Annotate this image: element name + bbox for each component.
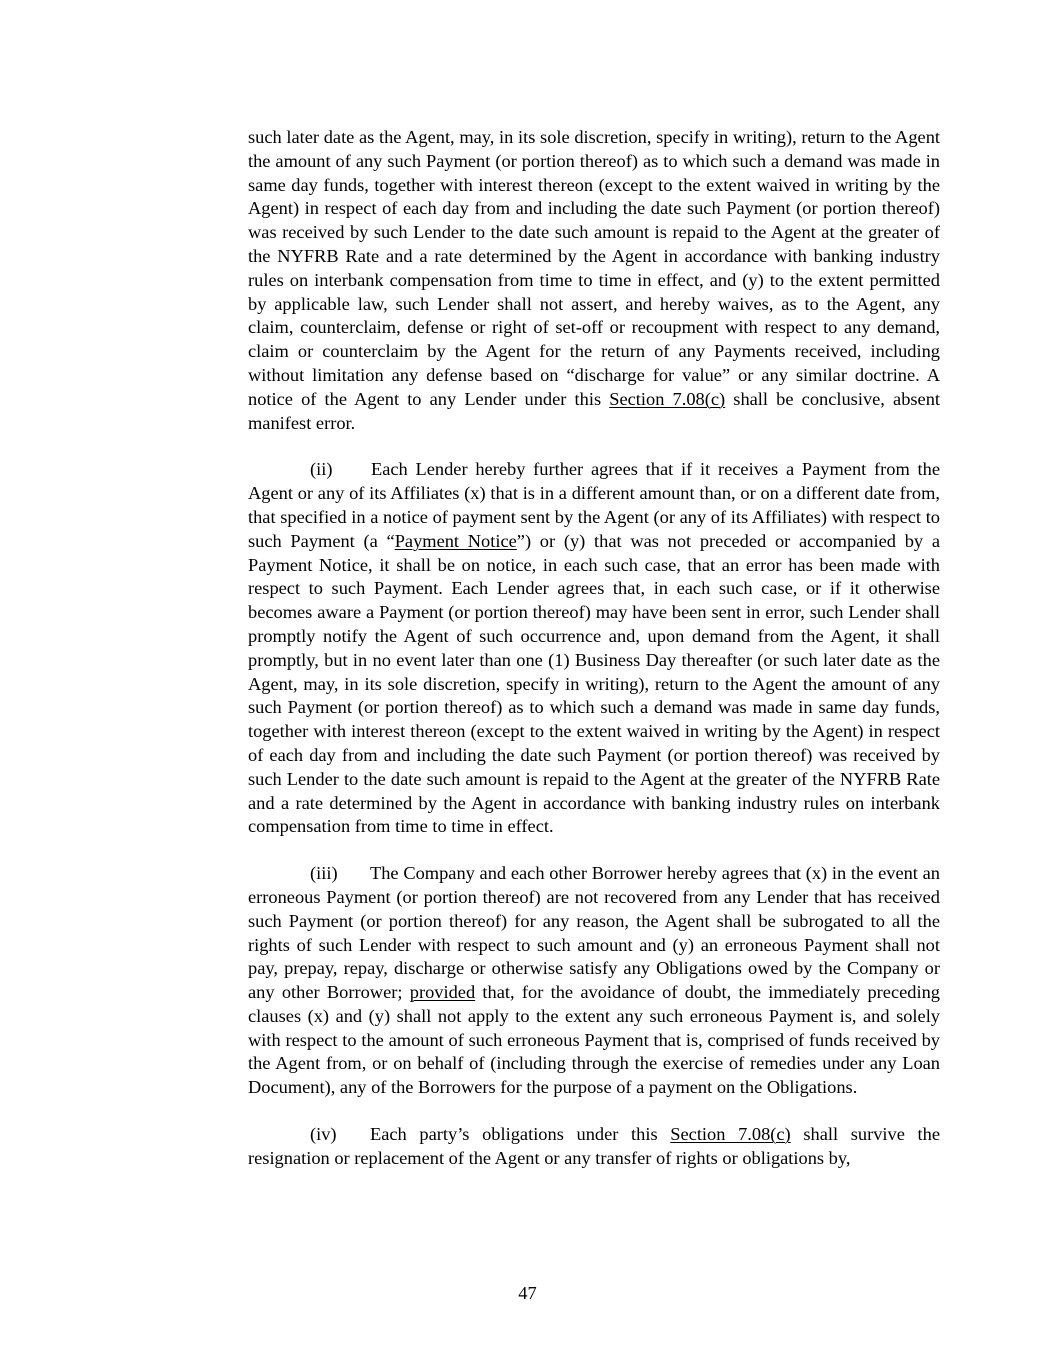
- paragraph-text: The Company and each other Borrower hereby agrees that (x) in the event an erroneous Payment (or portion thereof) are not recovered from any Lender that has received such Payment (or portion thereof) for any reason, the Agent shall be subrogated to all the rights of such Lender with respect to such amount and (y) an erroneous Payment shall not pay, prepay, repay, discharge or otherwise satisfy any Obligations owed by the Company or any other Borrower;: [248, 863, 940, 1003]
- defined-term: provided: [409, 982, 476, 1003]
- page-number: 47: [518, 1283, 537, 1303]
- paragraph-text: that, for the avoidance of doubt, the immediately preceding clauses (x) and (y) shall not apply to the extent any such erroneous Payment is, and solely with respect to the amount of such erroneous Payment that is, comprised of funds received by the Agent from, or on behalf of (including through the exercise of remedies under any Loan Document), any of the Borrowers for the purpose of a payment on the Obligations.: [248, 982, 940, 1098]
- paragraph-text: shall be conclusive, absent manifest error.: [248, 388, 941, 433]
- section-reference: Section 7.08(c): [670, 1124, 791, 1145]
- paragraph-text: shall survive the resignation or replacement of the Agent or any transfer of rights or obligations by,: [248, 1124, 940, 1168]
- defined-term: Payment Notice: [394, 530, 517, 551]
- paragraph-text: such later date as the Agent, may, in its sole discretion, specify in writing), return to the Agent the amount of any such Payment (or portion thereof) as to which such a demand was made in same day funds, together with interest thereon (except to the extent waived in writing by the Agent) in respect of each day from and including the date such Payment (or portion thereof) was received by such Lender to the date such amount is repaid to the Agent at the greater of the NYFRB Rate and a rate determined by the Agent in accordance with banking industry rules on interbank compensation from time to time in effect, and (y) to the extent permitted by applicable law, such Lender shall not assert, and hereby waives, as to the Agent, any claim, counterclaim, defense or right of set-off or recoupment with respect to any demand, claim or counterclaim by the Agent for the return of any Payments received, including without limitation any defense based on “discharge for value” or any similar doctrine. A notice of the Agent to any Lender under this: [248, 127, 940, 409]
- paragraph-iv: [248, 1123, 940, 1171]
- paragraph-text: Each party’s obligations under this: [370, 1124, 671, 1145]
- paragraph-ii: [248, 458, 940, 839]
- section-reference: Section 7.08(c): [609, 388, 726, 409]
- paragraph-iii: [248, 862, 940, 1100]
- clause-number: (iv): [310, 1124, 337, 1145]
- paragraph-continuation: [248, 126, 940, 435]
- paragraph-text: ”) or (y) that was not preceded or accompanied by a Payment Notice, it shall be on notice, in each such case, that an error has been made with respect to such Payment. Each Lender agrees that, in each such case, or if it otherwise becomes aware a Payment (or portion thereof) may have been sent in error, such Lender shall promptly notify the Agent of such occurrence and, upon demand from the Agent, it shall promptly, but in no event later than one (1) Business Day thereafter (or such later date as the Agent, may, in its sole discretion, specify in writing), return to the Agent the amount of any such Payment (or portion thereof) as to which such a demand was made in same day funds, together with interest thereon (except to the extent waived in writing by the Agent) in respect of each day from and including the date such Payment (or portion thereof) was received by such Lender to the date such amount is repaid to the Agent at the greater of the NYFRB Rate and a rate determined by the Agent in accordance with banking industry rules on interbank compensation from time to time in effect.: [248, 530, 940, 837]
- clause-number: (ii): [310, 459, 333, 480]
- paragraph-text: Each Lender hereby further agrees that if it receives a Payment from the Agent or any of its Affiliates (x) that is in a different amount than, or on a different date from, that specified in a notice of payment sent by the Agent (or any of its Affiliates) with respect to such Payment (a “: [248, 459, 940, 551]
- clause-number: (iii): [310, 863, 338, 884]
- document-page: [248, 126, 940, 1171]
